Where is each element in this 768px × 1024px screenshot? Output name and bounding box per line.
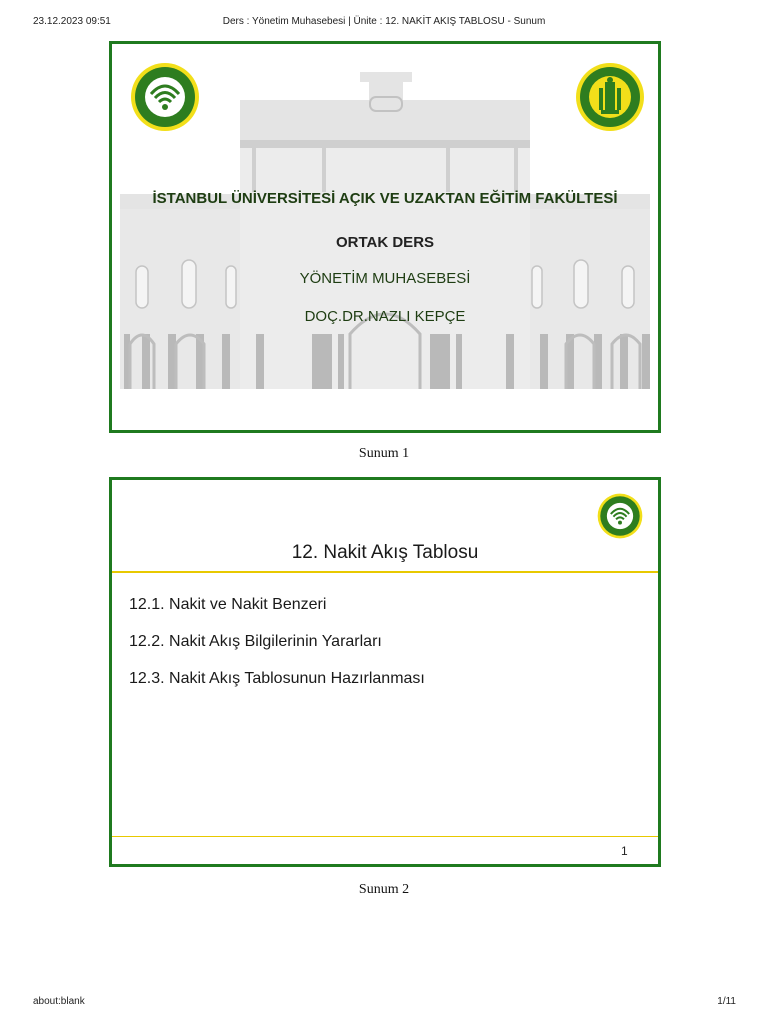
- list-item: 12.2. Nakit Akış Bilgilerinin Yararları: [129, 633, 382, 650]
- auzef-seal-icon: [597, 493, 643, 539]
- course-type: ORTAK DERS: [335, 234, 435, 251]
- slide-2: [109, 477, 661, 867]
- instructor-name: DOÇ.DR.NAZLI KEPÇE: [304, 308, 466, 325]
- slide-2-caption: Sunum 2: [358, 882, 410, 897]
- slide-title: 12. Nakit Akış Tablosu: [291, 542, 479, 563]
- footer-divider: [112, 836, 658, 837]
- slide-1-caption: Sunum 1: [358, 446, 410, 461]
- print-url: about:blank: [33, 996, 85, 1007]
- course-name: YÖNETİM MUHASEBESİ: [299, 270, 471, 287]
- title-divider: [112, 571, 658, 573]
- print-title: Ders : Yönetim Muhasebesi | Ünite : 12. NAKİT AKIŞ TABLOSU - Sunum: [222, 16, 546, 27]
- institution-title: İSTANBUL ÜNİVERSİTESİ AÇIK VE UZAKTAN EĞİTİM FAKÜLTESİ: [152, 190, 618, 207]
- list-item: 12.1. Nakit ve Nakit Benzeri: [129, 596, 327, 613]
- slide-1: [109, 41, 661, 433]
- print-datetime: 23.12.2023 09:51: [33, 16, 111, 27]
- istanbul-university-seal-icon: [575, 62, 645, 132]
- print-page-count: 1/11: [717, 996, 736, 1007]
- list-item: 12.3. Nakit Akış Tablosunun Hazırlanması: [129, 670, 425, 687]
- slide-page-number: 1: [621, 844, 628, 858]
- auzef-seal-icon: [130, 62, 200, 132]
